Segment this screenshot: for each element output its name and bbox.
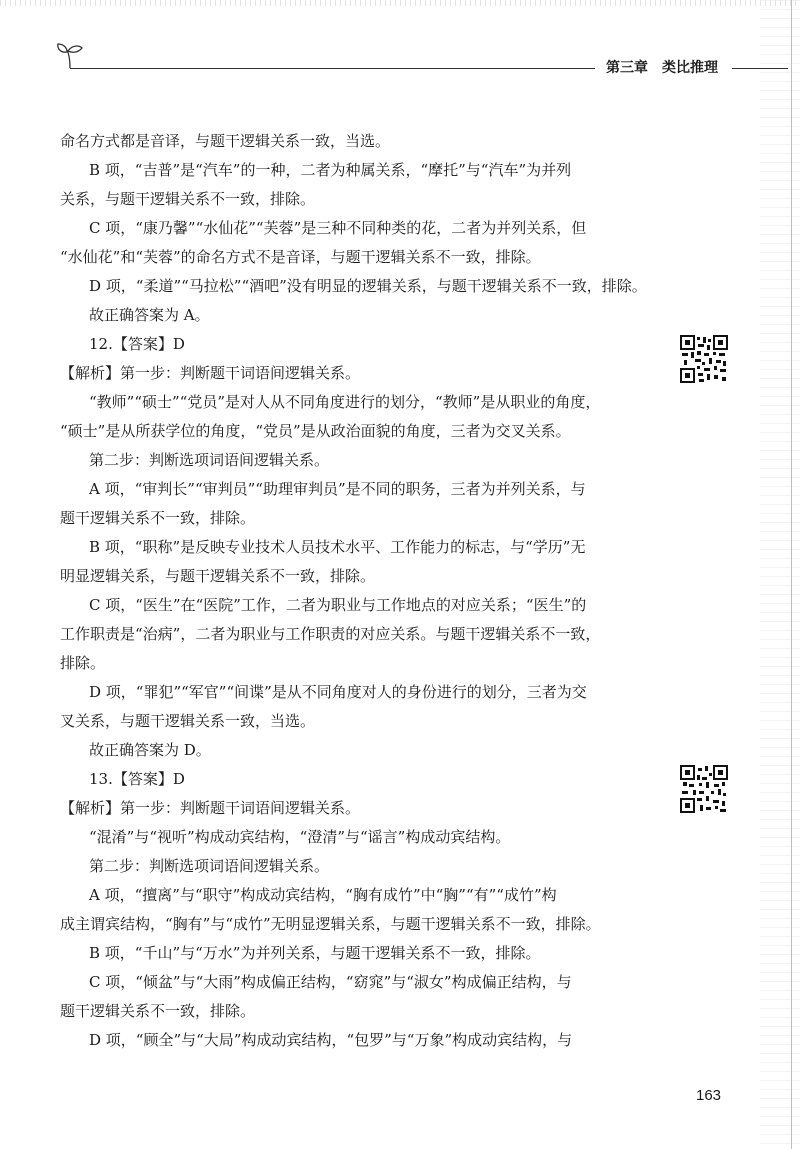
- text-line: C 项，“医生”在“医院”工作，二者为职业与工作地点的对应关系；“医生”的: [89, 596, 587, 614]
- text-line: “硕士”是从所获学位的角度，“党员”是从政治面貌的角度，三者为交叉关系。: [60, 422, 571, 440]
- text-line: A 项，“擅离”与“职守”构成动宾结构，“胸有成竹”中“胸”“有”“成竹”构: [89, 886, 557, 904]
- text-line: 第二步：判断选项词语间逻辑关系。: [89, 857, 330, 875]
- scan-noise-top: [0, 0, 800, 6]
- qr-code-icon[interactable]: [680, 335, 728, 383]
- chapter-heading: [602, 57, 722, 79]
- text-line: A 项，“审判长”“审判员”“助理审判员”是不同的职务，三者为并列关系，与: [89, 480, 586, 498]
- text-line: “水仙花”和“芙蓉”的命名方式不是音译，与题干逻辑关系不一致，排除。: [60, 248, 541, 266]
- text-line: 叉关系，与题干逻辑关系一致，当选。: [60, 712, 316, 730]
- text-line: 明显逻辑关系，与题干逻辑关系不一致，排除。: [60, 567, 376, 585]
- text-line: 故正确答案为 A。: [89, 306, 210, 324]
- text-line: D 项，“罪犯”“军官”“间谍”是从不同角度对人的身份进行的划分，三者为交: [89, 683, 587, 701]
- text-line: B 项，“千山”与“万水”为并列关系，与题干逻辑关系不一致，排除。: [89, 944, 541, 962]
- scan-noise-right: [760, 0, 800, 1149]
- answer-heading: 12.【答案】D: [89, 335, 185, 353]
- answer-heading: 13.【答案】D: [89, 770, 185, 788]
- text-line: 故正确答案为 D。: [89, 741, 211, 759]
- text-line: 关系，与题干逻辑关系不一致，排除。: [60, 190, 316, 208]
- header-rule-right: [732, 68, 788, 69]
- text-line: 工作职责是“治病”，二者为职业与工作职责的对应关系。与题干逻辑关系不一致，: [60, 625, 601, 643]
- text-line: 题干逻辑关系不一致，排除。: [60, 509, 256, 527]
- header-rule: [70, 68, 595, 69]
- qr-code-icon[interactable]: [680, 765, 728, 813]
- scan-edge-line: [791, 0, 792, 1149]
- text-line: 命名方式都是音译，与题干逻辑关系一致，当选。: [60, 132, 391, 150]
- text-line: C 项，“倾盆”与“大雨”构成偏正结构，“窈窕”与“淑女”构成偏正结构，与: [89, 973, 572, 991]
- text-line: D 项，“顾全”与“大局”构成动宾结构，“包罗”与“万象”构成动宾结构，与: [89, 1031, 573, 1049]
- body-text: [60, 127, 660, 1055]
- chapter-title: 类比推理: [662, 60, 718, 76]
- text-line: C 项，“康乃馨”“水仙花”“芙蓉”是三种不同种类的花，二者为并列关系，但: [89, 219, 587, 237]
- text-line: B 项，“吉普”是“汽车”的一种，二者为种属关系，“摩托”与“汽车”为并列: [89, 161, 572, 179]
- text-line: 题干逻辑关系不一致，排除。: [60, 1002, 256, 1020]
- text-line: D 项，“柔道”“马拉松”“酒吧”没有明显的逻辑关系，与题干逻辑关系不一致，排除。: [89, 277, 647, 295]
- analysis-heading: 【解析】第一步：判断题干词语间逻辑关系。: [60, 364, 361, 382]
- text-line: 成主谓宾结构，“胸有”与“成竹”无明显逻辑关系，与题干逻辑关系不一致，排除。: [60, 915, 601, 933]
- text-line: “教师”“硕士”“党员”是对人从不同角度进行的划分，“教师”是从职业的角度，: [89, 393, 601, 411]
- text-line: “混淆”与“视听”构成动宾结构，“澄清”与“谣言”构成动宾结构。: [89, 828, 511, 846]
- page-number: 163: [696, 1087, 722, 1104]
- chapter-number: 第三章: [606, 60, 648, 76]
- analysis-heading: 【解析】第一步：判断题干词语间逻辑关系。: [60, 799, 361, 817]
- text-line: B 项，“职称”是反映专业技术人员技术水平、工作能力的标志，与“学历”无: [89, 538, 586, 556]
- text-line: 第二步：判断选项词语间逻辑关系。: [89, 451, 330, 469]
- text-line: 排除。: [60, 654, 106, 672]
- sprout-icon: [55, 40, 85, 70]
